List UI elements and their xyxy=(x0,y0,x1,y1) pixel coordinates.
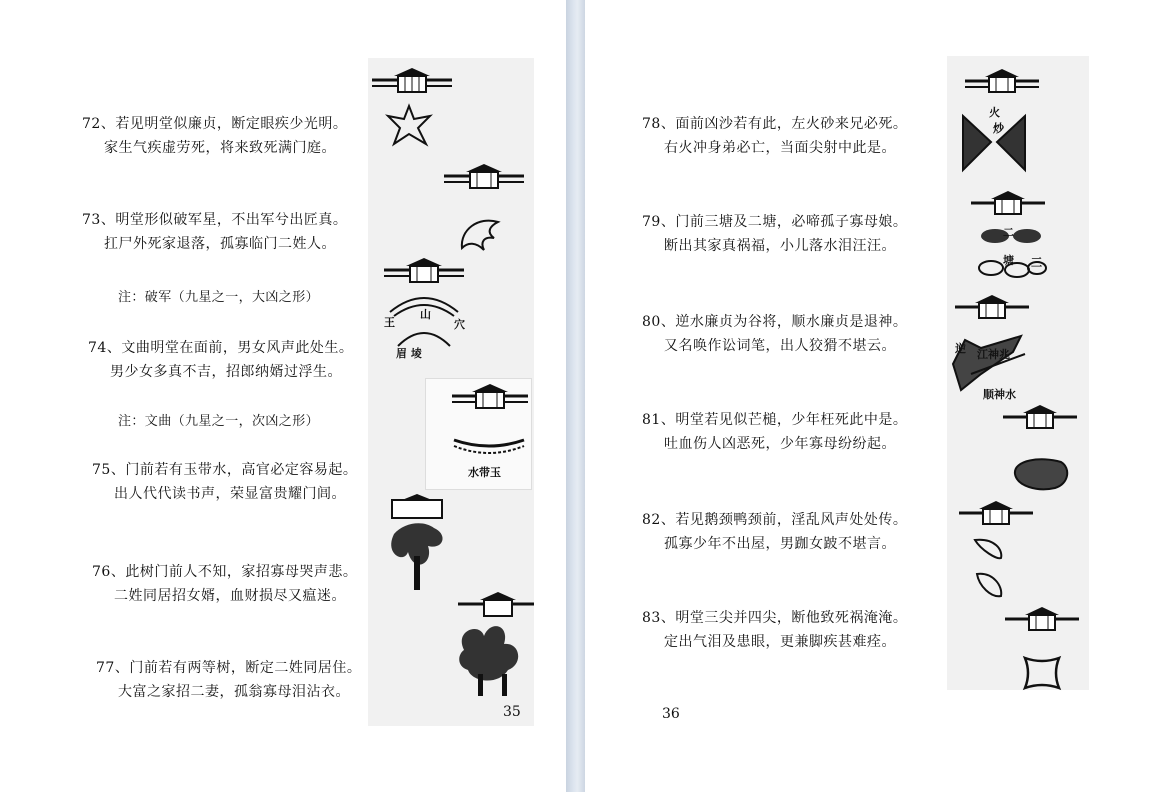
house-icon xyxy=(1003,404,1077,434)
note-wenqu: 注：文曲（九星之一，次凶之形） xyxy=(118,414,320,429)
verse-line: 扛尸外死家退落，孤寡临门二姓人。 xyxy=(104,236,336,252)
star-shape-icon xyxy=(386,104,432,146)
verse-line: 83、明堂三尖并四尖，断他致死祸淹淹。 xyxy=(642,610,908,626)
verse-line: 又名唤作讼词笔，出人狡猾不堪云。 xyxy=(664,338,896,354)
two-trees-icon xyxy=(458,590,534,700)
verse-line: 80、逆水廉贞为谷将，顺水廉贞是退神。 xyxy=(642,314,908,330)
verse-line: 右火冲身弟必亡，当面尖射中此是。 xyxy=(664,140,896,156)
house-icon xyxy=(1005,606,1079,636)
verse-81 xyxy=(642,408,907,456)
figure-label: 逆 xyxy=(955,342,966,355)
verse-line: 出人代代读书声，荣显富贵耀门闾。 xyxy=(114,486,346,502)
house-icon xyxy=(452,382,528,414)
verse-line: 73、明堂形似破军星，不出军兮出匠真。 xyxy=(82,212,348,228)
jade-belt-water-icon xyxy=(452,436,526,464)
verse-line: 家生气疾虚劳死，将来致死满门庭。 xyxy=(104,140,336,156)
tree-icon xyxy=(384,494,454,594)
verse-line: 75、门前若有玉带水，高官必定容易起。 xyxy=(92,462,358,478)
pojun-shape-icon xyxy=(458,212,508,252)
verse-78 xyxy=(642,112,907,160)
right-page xyxy=(585,0,1149,792)
verse-line: 二姓同居招女婿，血财损尽又瘟迷。 xyxy=(114,588,346,604)
house-icon xyxy=(444,162,524,194)
figure-label: 眉 堎 xyxy=(396,347,422,360)
figure-label: 穴 xyxy=(454,318,465,331)
verse-line: 大富之家招二妻，孤翁寡母泪沾衣。 xyxy=(118,684,350,700)
verse-75 xyxy=(92,458,357,506)
figure-label: 水带玉 xyxy=(468,466,501,479)
verse-74 xyxy=(88,336,353,384)
note-pojun: 注：破军（九星之一，大凶之形） xyxy=(118,290,320,305)
figure-label: 顺神水 xyxy=(983,388,1016,401)
figure-label: 山 xyxy=(420,308,431,321)
verse-line: 72、若见明堂似廉贞，断定眼疾少光明。 xyxy=(82,116,348,132)
verse-line: 男少女多真不吉，招郎纳婿过浮生。 xyxy=(110,364,342,380)
mallet-shape-icon xyxy=(1011,456,1071,492)
left-page xyxy=(0,0,566,792)
book-gutter xyxy=(566,0,585,792)
house-icon xyxy=(955,294,1029,324)
figure-label: 火 xyxy=(989,106,1000,119)
house-icon xyxy=(965,68,1039,98)
verse-83 xyxy=(642,606,907,654)
verse-73 xyxy=(82,208,347,256)
verse-82 xyxy=(642,508,907,556)
verse-line: 82、若见鹅颈鸭颈前，淫乱风声处处传。 xyxy=(642,512,908,528)
verse-80 xyxy=(642,310,907,358)
house-icon xyxy=(971,190,1045,220)
verse-line: 74、文曲明堂在面前，男女风声此处生。 xyxy=(88,340,354,356)
verse-line: 76、此树门前人不知，家招寡母哭声悲。 xyxy=(92,564,358,580)
verse-line: 77、门前若有两等树，断定二姓同居住。 xyxy=(96,660,362,676)
figure-label: 塘 xyxy=(1003,254,1014,267)
figure-label: 王 xyxy=(384,316,395,329)
figure-label: 二 xyxy=(1003,226,1014,239)
verse-line: 78、面前凶沙若有此，左火砂来兄必死。 xyxy=(642,116,908,132)
page-number: 36 xyxy=(662,706,680,722)
verse-line: 吐血伤人凶恶死，少年寡母纷纷起。 xyxy=(664,436,896,452)
verse-77 xyxy=(96,656,361,704)
verse-line: 81、明堂若见似芒槌，少年枉死此中是。 xyxy=(642,412,908,428)
figure-label: 炒 xyxy=(993,122,1004,135)
verse-line: 定出气泪及患眼，更兼脚疾甚难痊。 xyxy=(664,634,896,650)
verse-line: 断出其家真祸福，小儿落水泪汪汪。 xyxy=(664,238,896,254)
verse-72 xyxy=(82,112,347,160)
four-point-shape-icon xyxy=(1023,656,1061,690)
verse-line: 79、门前三塘及二塘，必啼孤子寡母娘。 xyxy=(642,214,908,230)
verse-line: 孤寡少年不出屋，男跏女跛不堪言。 xyxy=(664,536,896,552)
house-icon xyxy=(372,66,452,98)
figure-label: 三 xyxy=(1031,256,1042,269)
house-icon xyxy=(384,256,464,288)
page-number: 35 xyxy=(503,704,521,720)
verse-79 xyxy=(642,210,907,258)
goose-neck-icon xyxy=(971,536,1011,600)
house-icon xyxy=(959,500,1033,530)
verse-76 xyxy=(92,560,357,608)
figure-label: 江神兆 xyxy=(977,348,1010,361)
